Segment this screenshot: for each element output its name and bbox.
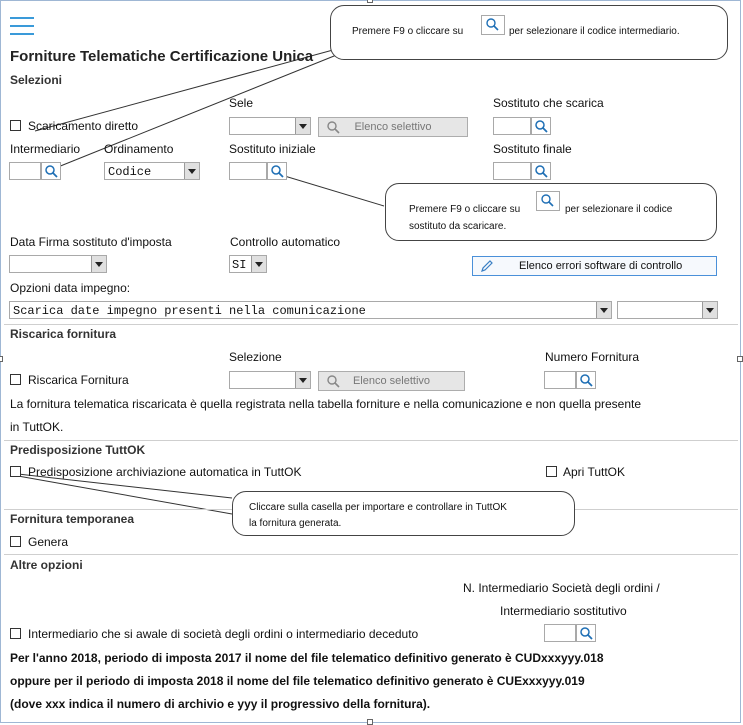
divider: [4, 554, 738, 555]
intermediario-label: Intermediario: [10, 142, 81, 156]
genera-checkbox[interactable]: [10, 536, 21, 547]
selezione-label: Sele: [229, 96, 254, 110]
search-icon: [536, 191, 560, 211]
data-firma-input[interactable]: [9, 255, 107, 273]
sostituto-scarica-input[interactable]: [493, 117, 531, 135]
callout-tuttok-text-line2: la fornitura generata.: [249, 518, 342, 529]
sostituto-iniziale-input[interactable]: [229, 162, 267, 180]
riscarica-fornitura-checkbox[interactable]: [10, 374, 21, 385]
chevron-down-icon: [295, 372, 310, 388]
search-icon: [580, 627, 593, 640]
apri-tuttok-label: Apri TuttOK: [563, 465, 626, 479]
callout-sostituto: [385, 183, 717, 241]
search-icon: [535, 165, 548, 178]
data-firma-label: Data Firma sostituto d'imposta: [10, 235, 172, 249]
info-line2: oppure per il periodo di imposta 2018 il nome del file telematico definitivo generato è CUExxxyyy.019: [10, 674, 585, 688]
opzioni-data-secondary-select[interactable]: [617, 301, 718, 319]
intermediario-search-button[interactable]: [41, 162, 61, 180]
n-intermediario-label-line2: Intermediario sostitutivo: [500, 604, 627, 618]
riscarica-elenco-selettivo-label: Elenco selettivo: [352, 375, 431, 387]
info-line3: (dove xxx indica il numero di archivio e yyy il progressivo della fornitura).: [10, 697, 431, 711]
section-temporanea: Fornitura temporanea: [10, 512, 135, 526]
n-intermediario-input[interactable]: [544, 624, 576, 642]
numero-fornitura-label: Numero Fornitura: [545, 350, 640, 364]
divider: [4, 440, 738, 441]
sostituto-iniziale-label: Sostituto iniziale: [229, 142, 316, 156]
controllo-automatico-label: Controllo automatico: [230, 235, 341, 249]
section-tuttok: Predisposizione TuttOK: [10, 443, 146, 457]
chevron-down-icon: [295, 118, 310, 134]
chevron-down-icon: [596, 302, 611, 318]
opzioni-data-label: Opzioni data impegno:: [10, 281, 131, 295]
pencil-icon: [480, 259, 494, 273]
sostituto-finale-input[interactable]: [493, 162, 531, 180]
riscarica-note-line1: La fornitura telematica riscaricata è quella registrata nella tabella forniture e nella comunicazione e non quella presente: [10, 397, 642, 411]
sostituto-scarica-label: Sostituto che scarica: [493, 96, 604, 110]
ordinamento-label: Ordinamento: [104, 142, 174, 156]
riscarica-selezione-label: Selezione: [229, 350, 282, 364]
callout-tuttok-text-line1: Cliccare sulla casella per importare e controllare in TuttOK: [249, 502, 507, 513]
chevron-down-icon: [251, 256, 266, 272]
page-title: Forniture Telematiche Certificazione Unica: [10, 48, 314, 65]
search-icon: [271, 165, 284, 178]
opzioni-data-select[interactable]: [9, 301, 612, 319]
selezione-dropdown[interactable]: [229, 117, 311, 135]
callout-sostituto-text-line2: sostituto da scaricare.: [409, 221, 507, 232]
chevron-down-icon: [702, 302, 717, 318]
apri-tuttok-checkbox[interactable]: [546, 466, 557, 477]
callout-intermediario-text-before: Premere F9 o cliccare su: [352, 26, 464, 37]
search-icon: [481, 15, 505, 35]
riscarica-fornitura-label: Riscarica Fornitura: [28, 373, 129, 387]
elenco-errori-label: Elenco errori software di controllo: [519, 260, 683, 272]
intermediario-deceduto-label: Intermediario che si awale di società degli ordini o intermediario deceduto: [28, 627, 419, 641]
scaricamento-diretto-checkbox[interactable]: [10, 120, 21, 131]
section-selezioni: Selezioni: [10, 73, 63, 87]
elenco-selettivo-button[interactable]: [318, 117, 468, 137]
ordinamento-value: Codice: [108, 165, 152, 179]
controllo-automatico-value: SI: [232, 258, 247, 272]
sostituto-finale-label: Sostituto finale: [493, 142, 572, 156]
elenco-errori-button[interactable]: [472, 256, 717, 276]
divider: [4, 324, 738, 325]
numero-fornitura-search-button[interactable]: [576, 371, 596, 389]
callout-intermediario-text-after: per selezionare il codice intermediario.: [509, 26, 680, 37]
info-line1: Per l'anno 2018, periodo di imposta 2017 il nome del file telematico definitivo generato è CUDxxxyyy.018: [10, 651, 604, 665]
genera-label: Genera: [28, 535, 69, 549]
n-intermediario-label-line1: N. Intermediario Società degli ordini /: [463, 581, 660, 595]
menu-icon[interactable]: [10, 17, 34, 41]
controllo-automatico-select[interactable]: [229, 255, 267, 273]
chevron-down-icon: [91, 256, 106, 272]
elenco-selettivo-label: Elenco selettivo: [354, 121, 432, 133]
riscarica-selezione-dropdown[interactable]: [229, 371, 311, 389]
n-intermediario-search-button[interactable]: [576, 624, 596, 642]
search-icon: [580, 374, 593, 387]
numero-fornitura-input[interactable]: [544, 371, 576, 389]
ordinamento-select[interactable]: [104, 162, 200, 180]
intermediario-deceduto-checkbox[interactable]: [10, 628, 21, 639]
opzioni-data-value: Scarica date impegno presenti nella comunicazione: [13, 304, 366, 318]
predisposizione-tuttok-checkbox[interactable]: [10, 466, 21, 477]
callout-sostituto-text-after: per selezionare il codice: [565, 204, 673, 215]
callout-tuttok: [232, 491, 575, 536]
search-icon: [45, 165, 58, 178]
callout-sostituto-text-before: Premere F9 o cliccare su: [409, 204, 521, 215]
chevron-down-icon: [184, 163, 199, 179]
callout-intermediario: [330, 5, 728, 60]
search-icon: [535, 120, 548, 133]
intermediario-input[interactable]: [9, 162, 41, 180]
section-riscarica: Riscarica fornitura: [10, 327, 117, 341]
sostituto-scarica-search-button[interactable]: [531, 117, 551, 135]
sostituto-finale-search-button[interactable]: [531, 162, 551, 180]
predisposizione-tuttok-label: Predisposizione archiviazione automatica in TuttOK: [28, 465, 302, 479]
riscarica-note-line2: in TuttOK.: [10, 420, 64, 434]
riscarica-elenco-selettivo-button[interactable]: [318, 371, 465, 391]
sostituto-iniziale-search-button[interactable]: [267, 162, 287, 180]
section-altre: Altre opzioni: [10, 558, 83, 572]
scaricamento-diretto-label: Scaricamento diretto: [28, 119, 139, 133]
